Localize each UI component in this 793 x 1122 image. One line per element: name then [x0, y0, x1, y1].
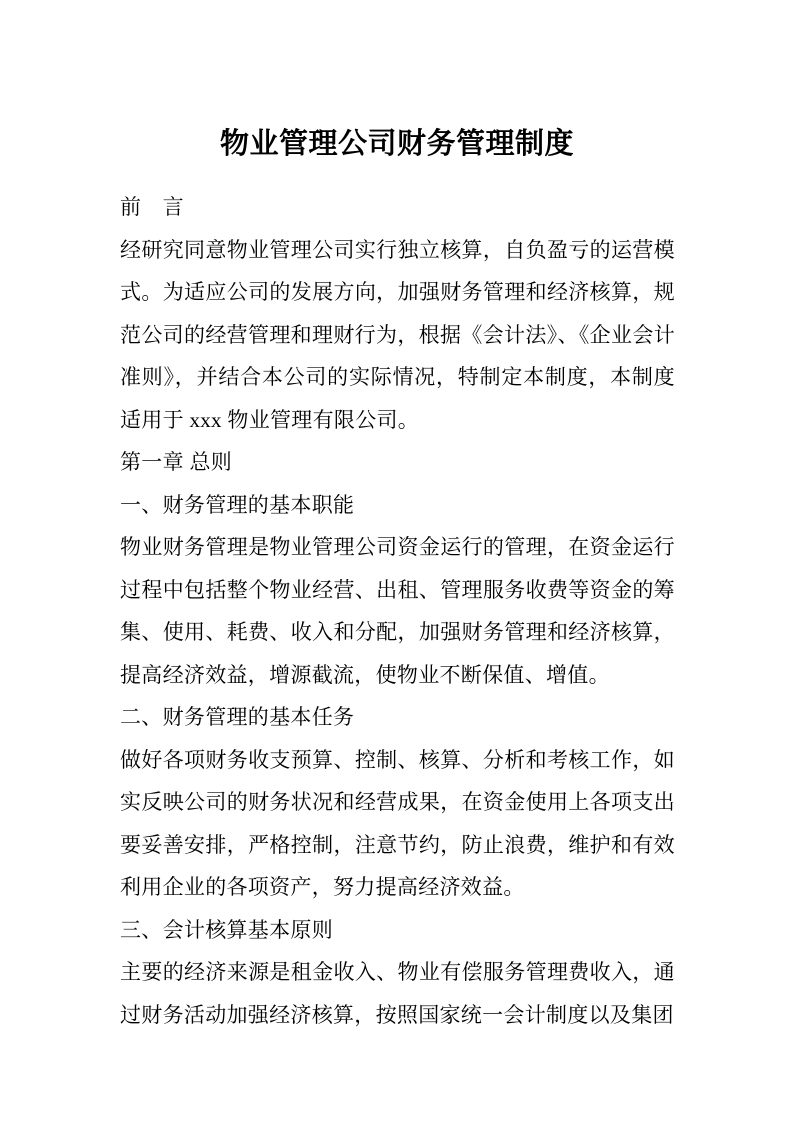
section-1-heading: 一、财务管理的基本职能 [120, 492, 355, 517]
document-title: 物业管理公司财务管理制度 [219, 128, 574, 160]
section-3-paragraph: 主要的经济来源是租金收入、物业有偿服务管理费收入，通过财务活动加强经济核算，按照国家统一会计制度以及集团 [120, 960, 675, 1027]
preface-heading: 前 言 [120, 195, 184, 219]
chapter-1-heading: 第一章 总则 [120, 450, 233, 474]
document-body [120, 186, 675, 1036]
section-1-paragraph: 物业财务管理是物业管理公司资金运行的管理，在资金运行过程中包括整个物业经营、出租、管理服务收费等资金的筹集、使用、耗费、收入和分配，加强财务管理和经济核算，提高经济效益，增源截流，使物业不断保值、增值。 [120, 535, 675, 687]
section-3-heading: 三、会计核算基本原则 [120, 917, 333, 942]
section-2-heading: 二、财务管理的基本任务 [120, 705, 355, 729]
section-2-paragraph: 做好各项财务收支预算、控制、核算、分析和考核工作，如实反映公司的财务状况和经营成果，在资金使用上各项支出要妥善安排，严格控制，注意节约，防止浪费，维护和有效利用企业的各项资产，努力提高经济效益。 [120, 747, 675, 899]
preface-paragraph: 经研究同意物业管理公司实行独立核算，自负盈亏的运营模式。为适应公司的发展方向，加强财务管理和经济核算，规范公司的经营管理和理财行为，根据《会计法》、《企业会计准则》，并结合本公司的实际情况，特制定本制度，本制度适用于 xxx 物业管理有限公司。 [120, 237, 675, 432]
